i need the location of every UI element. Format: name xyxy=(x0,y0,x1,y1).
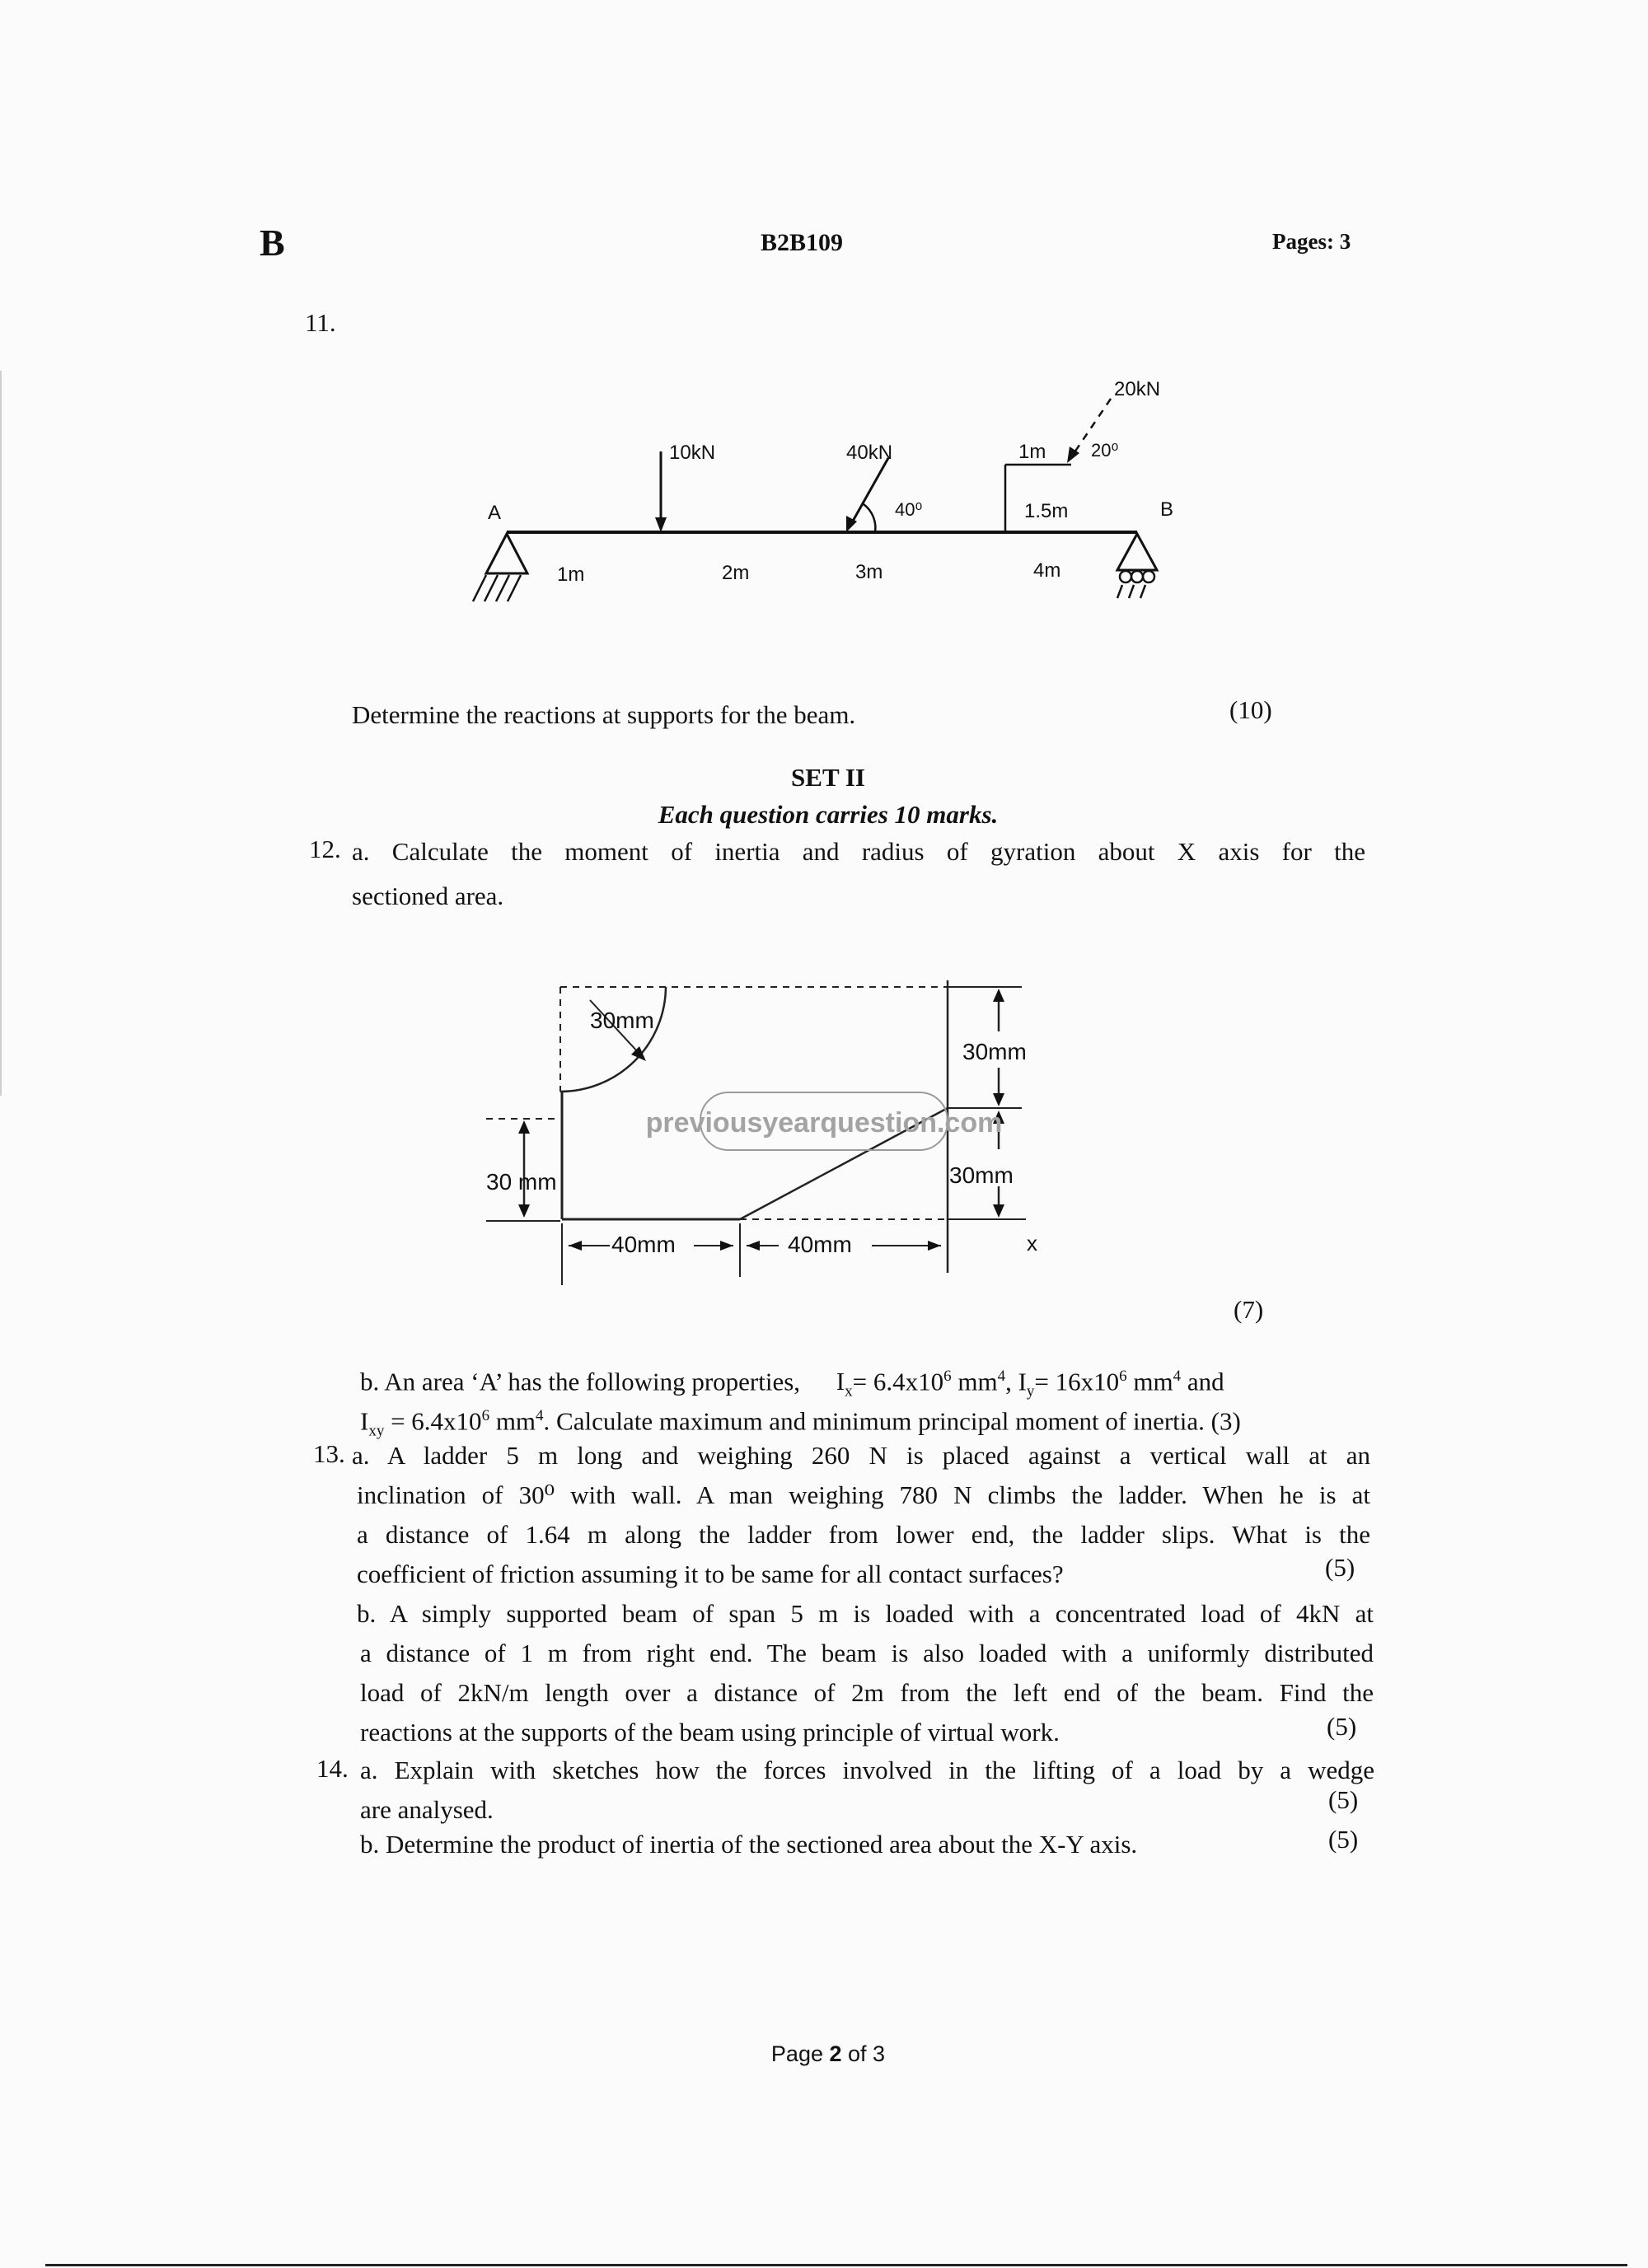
q14a-marks: (5) xyxy=(1328,1785,1359,1814)
span-1m-label: 1m xyxy=(557,563,585,586)
q13b-line-2: a distance of 1 m from right end. The beam is also loaded with a uniformly distributed xyxy=(360,1639,1374,1667)
angle-40-arc xyxy=(864,504,875,532)
ix-unit-exp: 4 xyxy=(997,1368,1006,1385)
footer-current-page: 2 xyxy=(829,2041,842,2066)
footer-prefix: Page xyxy=(770,2041,830,2066)
rollers-b xyxy=(1120,571,1154,582)
beam-diagram xyxy=(445,362,1252,634)
load-40kn-label: 40kN xyxy=(846,442,893,464)
load-10kn-arrowhead xyxy=(655,517,667,532)
arrowhead-r2-down xyxy=(993,1204,1004,1218)
ixy-exp: 6 xyxy=(481,1407,490,1424)
iy-exp: 6 xyxy=(1119,1368,1127,1385)
pin-support-a xyxy=(486,534,527,573)
span-3m-label: 3m xyxy=(855,561,883,583)
ixy-value: = 6.4x10 xyxy=(391,1406,482,1436)
ix-value: = 6.4x10 xyxy=(852,1367,944,1396)
quarter-circle-cutout xyxy=(560,987,666,1092)
ix-unit: mm xyxy=(957,1367,998,1396)
question-12-number: 12. xyxy=(309,835,341,863)
arrowhead-r1-down xyxy=(993,1093,1004,1106)
angle-20-label: 20⁰ xyxy=(1091,440,1119,461)
iy-symbol: I xyxy=(1018,1367,1027,1396)
page-count: Pages: 3 xyxy=(1272,229,1351,254)
set-letter: B xyxy=(260,222,285,264)
ixy-subscript: xy xyxy=(368,1422,385,1440)
q12a-marks: (7) xyxy=(1234,1295,1264,1324)
q13a-line-4: coefficient of friction assuming it to be same for all contact surfaces? xyxy=(357,1560,1064,1588)
dim-bottom-2-label: 40mm xyxy=(788,1232,852,1257)
q14a-line-1: a. Explain with sketches how the forces involved in the lifting of a load by a wedge xyxy=(360,1756,1374,1784)
set-subtitle: Each question carries 10 marks. xyxy=(658,800,999,829)
dim-top-right-label: 30mm xyxy=(962,1039,1027,1064)
load-20kn-label: 20kN xyxy=(1114,378,1161,400)
iy-subscript: y xyxy=(1026,1382,1035,1401)
radius-label: 30mm xyxy=(590,1008,654,1033)
set-title: SET II xyxy=(791,763,865,792)
arrowhead-left-up xyxy=(518,1120,530,1134)
watermark-text: previousyearquestion.com xyxy=(645,1107,1003,1139)
page-footer xyxy=(0,2041,1648,2067)
arrowhead-radius xyxy=(631,1046,646,1061)
bottom-rule xyxy=(45,2264,1627,2266)
q13a-line-2: inclination of 30⁰ with wall. A man weighing 780 N climbs the ladder. When he is at xyxy=(357,1480,1370,1509)
q13b-line-4: reactions at the supports of the beam using principle of virtual work. xyxy=(360,1718,1060,1747)
angle-40-label: 40⁰ xyxy=(895,499,923,520)
question-14-number: 14. xyxy=(316,1754,349,1783)
ixy-unit-exp: 4 xyxy=(536,1407,544,1424)
dim-bottom-1-label: 40mm xyxy=(611,1232,676,1257)
ix-subscript: x xyxy=(845,1382,853,1401)
arrowhead-r1-up xyxy=(993,989,1004,1002)
dim-left-label: 30 mm xyxy=(486,1169,557,1195)
arrowhead-b1-right xyxy=(720,1241,733,1251)
q13b-marks: (5) xyxy=(1327,1712,1357,1741)
ground-hatch-a xyxy=(473,575,521,601)
section-diagram xyxy=(478,972,1071,1293)
span-4m-label: 4m xyxy=(1033,559,1061,582)
and-word: and xyxy=(1187,1367,1224,1396)
q12b-question: . Calculate maximum and minimum principal moment of inertia. (3) xyxy=(543,1406,1241,1436)
q14a-line-2: are analysed. xyxy=(360,1795,494,1824)
dim-1m-label: 1m xyxy=(1018,441,1046,463)
load-10kn-label: 10kN xyxy=(669,442,716,464)
q12a-line-2: sectioned area. xyxy=(352,881,504,910)
support-a-label: A xyxy=(488,502,502,524)
q11-marks: (10) xyxy=(1229,695,1272,724)
q13a-marks: (5) xyxy=(1325,1553,1355,1582)
paper-code: B2B109 xyxy=(761,229,844,256)
q13a-line-1: a. A ladder 5 m long and weighing 260 N is placed against a vertical wall at an xyxy=(352,1441,1370,1470)
scan-edge-line xyxy=(0,371,2,1096)
q13a-line-3: a distance of 1.64 m along the ladder from lower end, the ladder slips. What is the xyxy=(357,1520,1370,1549)
span-2m-label: 2m xyxy=(722,562,750,584)
q14b-marks: (5) xyxy=(1328,1825,1359,1854)
q12a-line-1: a. Calculate the moment of inertia and radius of gyration about X axis for the xyxy=(352,837,1365,866)
load-40kn-arrow xyxy=(851,458,888,524)
arrowhead-left-down xyxy=(518,1204,530,1218)
q13b-line-1: b. A simply supported beam of span 5 m is loaded with a concentrated load of 4kN at xyxy=(357,1599,1374,1628)
q13b-line-3: load of 2kN/m length over a distance of 2m from the left end of the beam. Find the xyxy=(360,1678,1374,1707)
q14b-line: b. Determine the product of inertia of the sectioned area about the X-Y axis. xyxy=(360,1830,1138,1859)
ixy-symbol: I xyxy=(360,1406,369,1436)
dim-bottom-right-label: 30mm xyxy=(949,1162,1014,1188)
q12b-intro: b. An area ‘A’ has the following properties, xyxy=(360,1367,801,1396)
question-11-number: 11. xyxy=(305,308,336,337)
roller-support-b xyxy=(1117,534,1157,570)
arrowhead-b2-left xyxy=(747,1241,760,1251)
ix-comma: , xyxy=(1005,1367,1012,1396)
support-b-label: B xyxy=(1160,498,1174,521)
iy-value: = 16x10 xyxy=(1034,1367,1120,1396)
ix-exp: 6 xyxy=(943,1368,952,1385)
arrowhead-b1-left xyxy=(569,1241,582,1251)
question-13-number: 13. xyxy=(313,1439,345,1468)
iy-unit: mm xyxy=(1133,1367,1173,1396)
dim-1-5m-label: 1.5m xyxy=(1024,500,1069,522)
iy-unit-exp: 4 xyxy=(1173,1368,1182,1385)
ground-hatch-b xyxy=(1117,585,1145,598)
footer-suffix: of 3 xyxy=(841,2041,886,2066)
ixy-unit: mm xyxy=(495,1406,536,1436)
arrowhead-b2-right xyxy=(928,1241,941,1251)
q11-instruction: Determine the reactions at supports for the beam. xyxy=(352,700,856,729)
axis-x-label: x xyxy=(1027,1231,1037,1256)
ix-symbol: I xyxy=(836,1367,845,1396)
